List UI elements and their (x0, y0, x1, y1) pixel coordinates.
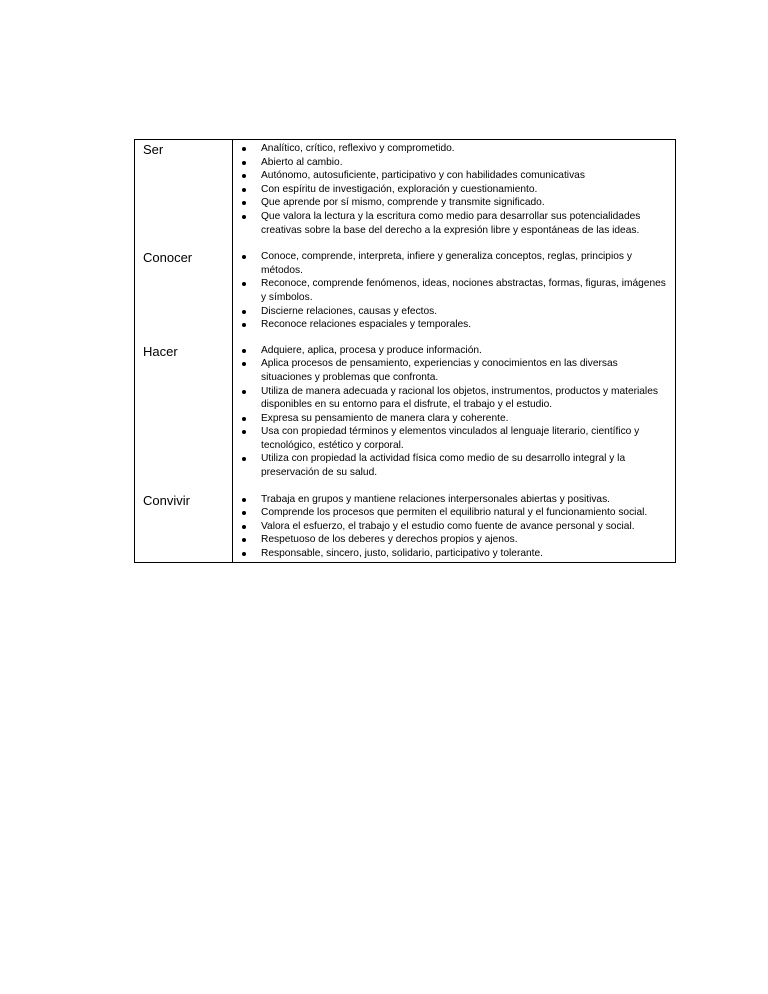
bullet-icon (242, 215, 246, 219)
table-row-ser (135, 140, 676, 251)
table-row-convivir (135, 493, 676, 562)
list-item: Usa con propiedad términos y elementos vinculados al lenguaje literario, científico y tecnológico, estético y corporal. (233, 425, 671, 452)
category-label-hacer: Hacer (143, 343, 178, 359)
list-item: Aplica procesos de pensamiento, experiencias y conocimientos en las diversas situaciones y problemas que confronta. (233, 357, 671, 384)
list-item: Responsable, sincero, justo, solidario, participativo y tolerante. (233, 547, 671, 561)
category-cell (135, 493, 233, 562)
bullet-icon (242, 201, 246, 205)
category-label-ser: Ser (143, 142, 164, 157)
bullet-icon (242, 147, 246, 151)
category-cell (135, 344, 233, 493)
competency-table (134, 139, 676, 563)
list-item: Trabaja en grupos y mantiene relaciones interpersonales abiertas y positivas. (233, 493, 671, 507)
category-cell (135, 140, 233, 251)
list-item: Con espíritu de investigación, exploración y cuestionamiento. (233, 183, 671, 197)
list-item: Valora el esfuerzo, el trabajo y el estudio como fuente de avance personal y social. (233, 520, 671, 534)
list-item: Autónomo, autosuficiente, participativo y con habilidades comunicativas (233, 169, 671, 183)
list-item: Reconoce, comprende fenómenos, ideas, nociones abstractas, formas, figuras, imágenes y símbolos. (233, 277, 671, 304)
bullet-icon (242, 538, 246, 542)
list-item: Expresa su pensamiento de manera clara y coherente. (233, 412, 671, 426)
category-cell (135, 250, 233, 344)
table-row-hacer (135, 344, 676, 493)
table-row-conocer (135, 250, 676, 344)
list-item: Que valora la lectura y la escritura como medio para desarrollar sus potencialidades creativas sobre la base del derecho a la expresión libre y espontáneas de las ideas. (233, 210, 671, 237)
list-item: Adquiere, aplica, procesa y produce información. (233, 344, 671, 358)
bullet-icon (242, 310, 246, 314)
list-item: Utiliza de manera adecuada y racional los objetos, instrumentos, productos y materiales disponibles en su entorno para el disfrute, el trabajo y el estudio. (233, 385, 671, 412)
items-cell (233, 493, 676, 562)
bullet-icon (242, 457, 246, 461)
list-item: Comprende los procesos que permiten el equilibrio natural y el funcionamiento social. (233, 506, 671, 520)
bullet-icon (242, 362, 246, 366)
list-item: Utiliza con propiedad la actividad física como medio de su desarrollo integral y la preservación de su salud. (233, 452, 671, 479)
bullet-icon (242, 161, 246, 165)
bullet-list-convivir (233, 493, 671, 561)
bullet-list-ser (233, 142, 671, 237)
items-cell (233, 250, 676, 344)
bullet-icon (242, 390, 246, 394)
list-item: Reconoce relaciones espaciales y temporales. (233, 318, 671, 332)
items-cell (233, 140, 676, 251)
bullet-icon (242, 552, 246, 556)
bullet-icon (242, 282, 246, 286)
list-item: Discierne relaciones, causas y efectos. (233, 305, 671, 319)
items-cell (233, 344, 676, 493)
list-item: Que aprende por sí mismo, comprende y transmite significado. (233, 196, 671, 210)
bullet-icon (242, 188, 246, 192)
list-item: Conoce, comprende, interpreta, infiere y generaliza conceptos, reglas, principios y métodos. (233, 250, 671, 277)
bullet-icon (242, 323, 246, 327)
bullet-icon (242, 349, 246, 353)
bullet-icon (242, 430, 246, 434)
list-item: Respetuoso de los deberes y derechos propios y ajenos. (233, 533, 671, 547)
category-label-conocer: Conocer (143, 250, 193, 266)
bullet-icon (242, 511, 246, 515)
category-label-convivir: Convivir (143, 492, 190, 508)
bullet-icon (242, 498, 246, 502)
bullet-icon (242, 525, 246, 529)
bullet-icon (242, 417, 246, 421)
bullet-icon (242, 174, 246, 178)
bullet-list-conocer (233, 250, 671, 332)
bullet-icon (242, 255, 246, 259)
list-item: Abierto al cambio. (233, 156, 671, 170)
list-item: Analítico, crítico, reflexivo y comprometido. (233, 142, 671, 156)
bullet-list-hacer (233, 344, 671, 480)
